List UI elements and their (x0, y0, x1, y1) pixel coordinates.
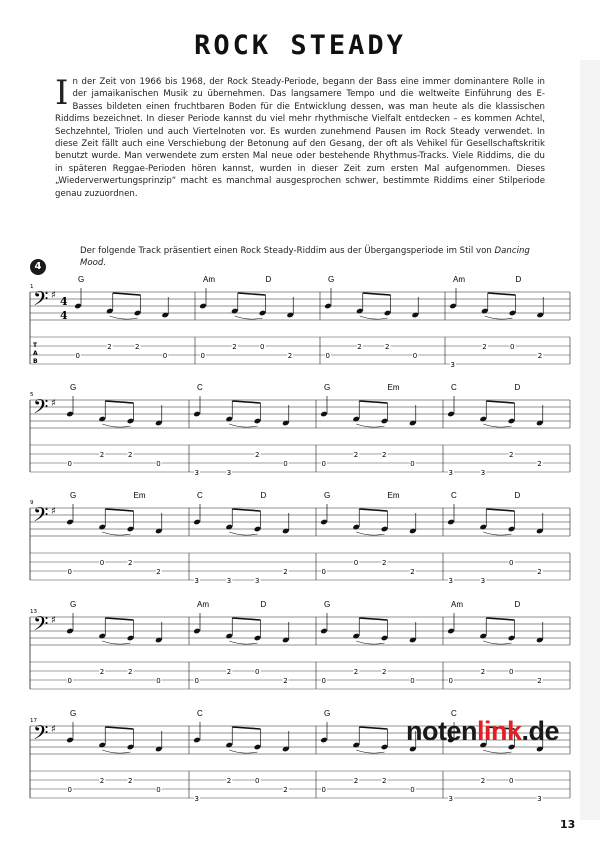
bass-clef: 𝄢 (33, 503, 49, 531)
tab-number: 2 (480, 777, 486, 785)
note-beam (486, 618, 514, 620)
tab-number: 3 (448, 577, 453, 585)
measure-number: 1 (30, 284, 34, 290)
key-signature: ♯ (51, 398, 56, 409)
note-beam (359, 509, 387, 511)
tie (229, 532, 257, 535)
tab-number: 0 (162, 352, 168, 360)
tab-number: 3 (194, 577, 199, 585)
tab-number: 2 (382, 668, 387, 676)
tab-number: 3 (480, 469, 486, 477)
tab-number: 2 (537, 568, 542, 576)
chord-symbol: D (260, 600, 267, 609)
bass-clef: 𝄢 (33, 395, 49, 423)
chord-symbol: C (451, 709, 457, 718)
measure-number: 13 (30, 609, 37, 615)
tab-number: 0 (260, 343, 265, 351)
tab-number: 2 (287, 352, 293, 360)
bass-clef: 𝄢 (33, 721, 49, 749)
tie (483, 750, 511, 753)
tie (110, 316, 138, 319)
tie (102, 424, 130, 427)
tab-number: 3 (448, 795, 453, 803)
time-signature: 4 (60, 309, 68, 322)
bass-clef: 𝄢 (33, 612, 49, 640)
tab-number: 2 (128, 777, 133, 785)
tab-number: 2 (509, 451, 514, 459)
tab-number: 0 (321, 677, 326, 685)
note-beam (113, 293, 141, 295)
tab-number: 2 (382, 559, 387, 567)
tab-number: 0 (75, 352, 80, 360)
tab-number: 2 (156, 568, 161, 576)
tab-number: 0 (283, 460, 288, 468)
tab-number: 2 (482, 343, 487, 351)
tab-number: 3 (255, 577, 260, 585)
tie (102, 532, 130, 535)
note-beam (232, 727, 260, 729)
note-beam (232, 401, 260, 403)
chord-symbol: G (70, 491, 77, 500)
chord-symbol: D (515, 275, 522, 284)
note-beam (363, 293, 391, 295)
tab-number: 0 (156, 677, 161, 685)
tie (235, 316, 263, 319)
tab-number: 2 (99, 777, 105, 785)
tab-number: 2 (537, 677, 542, 685)
chord-symbol: G (328, 275, 335, 284)
tab-number: 3 (226, 469, 232, 477)
tab-number: 0 (194, 677, 199, 685)
tab-number: 0 (67, 460, 72, 468)
tab-number: 2 (283, 568, 288, 576)
chord-symbol: C (451, 383, 457, 392)
chord-symbol: Am (453, 275, 465, 284)
chord-symbol: C (197, 491, 203, 500)
tab-number: 2 (537, 460, 542, 468)
drop-cap: I (55, 73, 69, 113)
tab-number: 0 (321, 568, 326, 576)
measure-number: 17 (30, 718, 37, 724)
bass-clef: 𝄢 (33, 287, 49, 315)
tab-number: 3 (450, 361, 455, 369)
time-signature: 4 (60, 295, 68, 308)
tab-number: 2 (128, 451, 133, 459)
tab-number: 2 (357, 343, 362, 351)
tab-number: 2 (537, 352, 543, 360)
tab-number: 3 (480, 577, 486, 585)
key-signature: ♯ (51, 506, 56, 517)
tab-number: 2 (107, 343, 112, 351)
tab-number: 0 (448, 677, 453, 685)
note-beam (238, 293, 266, 295)
chord-symbol: G (324, 491, 331, 500)
tie (102, 750, 130, 753)
track-number-badge: 4 (30, 259, 46, 275)
key-signature: ♯ (51, 724, 56, 735)
note-beam (105, 727, 133, 729)
tab-number: 2 (283, 786, 288, 794)
chord-symbol: G (78, 275, 85, 284)
chord-symbol: Am (203, 275, 215, 284)
tab-number: 2 (353, 668, 359, 676)
tie (485, 316, 513, 319)
chord-symbol: G (70, 383, 77, 392)
tab-number: 2 (353, 777, 359, 785)
tab-number: 3 (448, 469, 453, 477)
page-title: ROCK STEADY (194, 30, 406, 61)
measure-number: 9 (30, 500, 34, 506)
note-beam (486, 401, 514, 403)
tie (360, 316, 388, 319)
paragraph-text: n der Zeit von 1966 bis 1968, der Rock Steady-Periode, begann der Bass eine immer dominantere Rolle in der jamaikanischen Musik zu übernehmen. Das langsamere Tempo und die weltweite Einführung des E-Basses bildeten einen fruchtbaren Boden für die Entwicklung dessen, was man heute als die klassischen Riddims bezeichnet. In dieser Periode kannst du viel mehr rhythmische Vielfalt entdecken – es kommen Achtel, Sechzehntel, Triolen und auch Viertelnoten vor. Es wurden zunehmend Pausen im Rock Steady verwendet. In diese Zeit fällt auch eine Verschiebung der Betonung auf den Gesang, der oft als Vehikel für Gesellschaftskritik benutzt wurde. Man verwendete zum ersten Mal neue oder bestehende Rhythmus-Tracks. Viele Riddims, die du in späteren Reggae-Perioden hören kannst, wurden in dieser Zeit zum ersten Mal aufgenommen. Dieses „Wiederverwertungsprinzip“ macht es manchmal ausgesprochen schwer, bestimmte Riddims einer Stilperiode genau zuzuordnen. (55, 77, 545, 199)
tab-number: 2 (226, 777, 232, 785)
tie (356, 424, 384, 427)
chord-symbol: D (514, 491, 521, 500)
key-signature: ♯ (51, 290, 56, 301)
tie (102, 641, 130, 644)
tab-number: 2 (128, 668, 133, 676)
tab-number: 2 (232, 343, 237, 351)
logo-part-de: .de (521, 716, 560, 746)
tie (229, 641, 257, 644)
tab-number: 0 (255, 668, 260, 676)
tab-number: 0 (255, 777, 260, 785)
chord-symbol: C (197, 709, 203, 718)
tab-number: 2 (382, 777, 387, 785)
tab-number: 0 (321, 460, 326, 468)
note-beam (105, 401, 133, 403)
tab-number: 0 (67, 677, 72, 685)
note-beam (232, 509, 260, 511)
chord-symbol: D (514, 600, 521, 609)
tab-number: 0 (99, 559, 105, 567)
note-beam (105, 618, 133, 620)
chord-symbol: C (451, 491, 457, 500)
chord-symbol: D (514, 383, 521, 392)
tab-number: 0 (156, 786, 161, 794)
tab-number: 0 (353, 559, 359, 567)
chord-symbol: Am (197, 600, 209, 609)
chord-symbol: G (70, 709, 77, 718)
tab-label: A (33, 350, 38, 357)
tab-number: 0 (509, 668, 514, 676)
note-beam (359, 401, 387, 403)
note-beam (486, 509, 514, 511)
chord-symbol: D (260, 491, 267, 500)
tie (356, 532, 384, 535)
tab-number: 3 (194, 469, 199, 477)
chord-symbol: Em (133, 491, 146, 500)
tab-number: 0 (156, 460, 161, 468)
tie (229, 424, 257, 427)
tie (483, 424, 511, 427)
tab-number: 0 (510, 343, 515, 351)
tab-number: 0 (200, 352, 205, 360)
chord-symbol: Em (387, 491, 400, 500)
intro-text: Der folgende Track präsentiert einen Rock Steady-Riddim aus der Übergangsperiode im Stil von (80, 246, 492, 256)
publisher-logo (406, 716, 559, 747)
chord-symbol: D (265, 275, 272, 284)
tab-number: 0 (509, 559, 514, 567)
note-beam (359, 727, 387, 729)
tab-label: T (33, 342, 38, 349)
tab-number: 0 (321, 786, 326, 794)
tab-number: 0 (67, 568, 72, 576)
tie (229, 750, 257, 753)
tab-number: 2 (128, 559, 133, 567)
tab-number: 2 (480, 668, 486, 676)
tab-number: 0 (509, 777, 514, 785)
note-beam (359, 618, 387, 620)
tab-number: 2 (283, 677, 288, 685)
tie (356, 750, 384, 753)
key-signature: ♯ (51, 615, 56, 626)
tab-number: 3 (194, 795, 199, 803)
page-number: 13 (560, 818, 576, 831)
tab-number: 2 (99, 451, 105, 459)
tab-number: 2 (255, 451, 260, 459)
tab-number: 0 (410, 460, 415, 468)
tab-number: 0 (410, 677, 415, 685)
note-beam (232, 618, 260, 620)
tab-number: 2 (99, 668, 105, 676)
chord-symbol: G (324, 709, 331, 718)
tab-number: 2 (226, 668, 232, 676)
chord-symbol: C (197, 383, 203, 392)
tie (483, 532, 511, 535)
song-title: Dancing Mood. (80, 246, 530, 268)
tab-label: B (33, 358, 38, 365)
chord-symbol: G (324, 600, 331, 609)
tab-number: 3 (226, 577, 232, 585)
tab-number: 3 (537, 795, 542, 803)
tab-number: 2 (382, 451, 387, 459)
logo-part-noten: noten (406, 716, 477, 746)
chord-symbol: G (324, 383, 331, 392)
tab-number: 2 (385, 343, 390, 351)
tab-number: 0 (325, 352, 330, 360)
chord-symbol: Em (387, 383, 400, 392)
note-beam (105, 509, 133, 511)
chord-symbol: G (70, 600, 77, 609)
note-beam (488, 293, 516, 295)
tab-number: 2 (353, 451, 359, 459)
tie (356, 641, 384, 644)
chord-symbol: Am (451, 600, 463, 609)
tab-number: 0 (410, 786, 415, 794)
tab-number: 0 (67, 786, 72, 794)
logo-part-link: link (477, 716, 522, 746)
tie (483, 641, 511, 644)
tab-number: 2 (135, 343, 140, 351)
tab-number: 2 (410, 568, 415, 576)
measure-number: 5 (30, 392, 34, 398)
tab-number: 0 (412, 352, 418, 360)
